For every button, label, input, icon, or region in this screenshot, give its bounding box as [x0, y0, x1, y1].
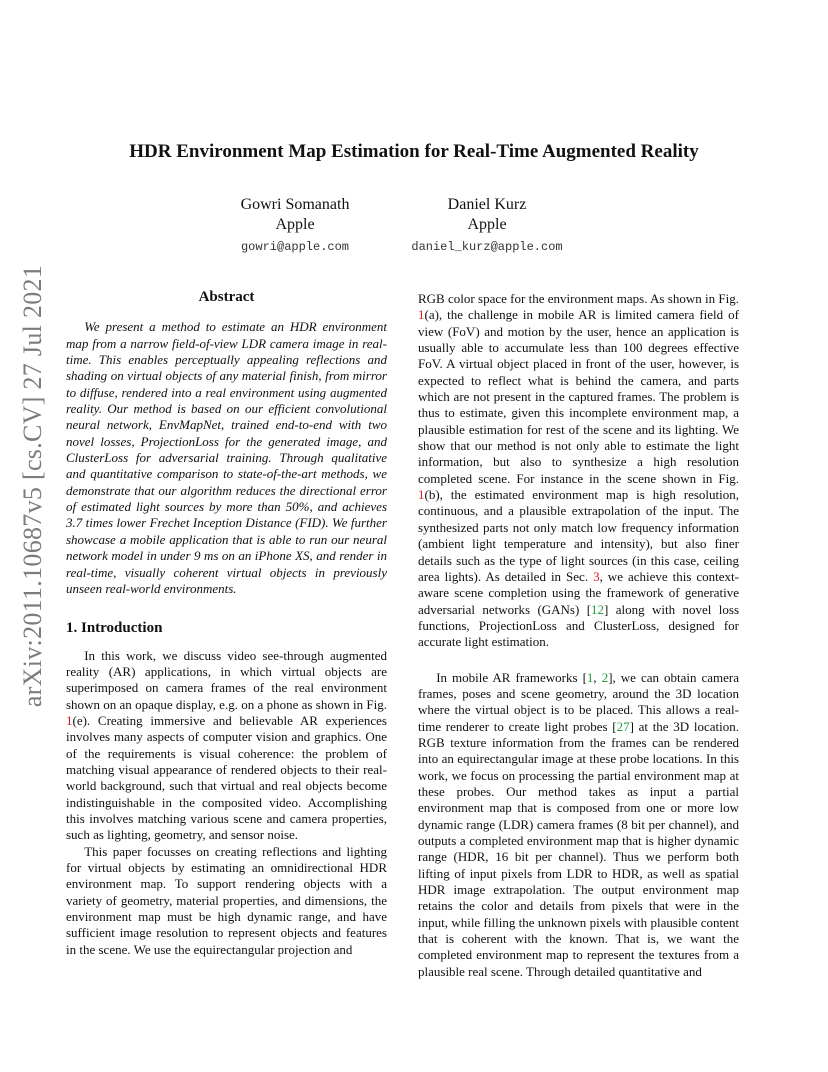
text-run: (e). Creating immersive and believable AR experiences involves many aspects of computer vision and graphics. One of the requirements is visual coherence: the problem of matching visual appearance of rendered objects to their real-world background, such that virtual and real objects become indistinguishable in the composited video. Accomplishing this involves matching various scene and camera properties, such as lighting, geometry, and sensor noise.	[66, 712, 387, 843]
author-block	[367, 195, 607, 254]
arxiv-identifier	[18, 264, 48, 708]
author-name: Daniel Kurz	[447, 196, 527, 213]
text-run: In mobile AR frameworks [	[436, 669, 587, 685]
section-heading-introduction: 1. Introduction	[66, 620, 163, 637]
intro-paragraph-2: This paper focusses on creating reflections and lighting for virtual objects by estimating an omnidirectional HDR environment map. To support rendering objects with a variety of geometry, material properties, and dimensions, the environment map must be high dynamic range, and have sufficient image resolution to represent objects and features in the scene. We use the equirectangular projection and	[66, 843, 387, 957]
intro-paragraph-3	[418, 291, 739, 651]
left-column	[66, 289, 387, 958]
right-column	[418, 291, 739, 980]
author-affiliation: Apple	[467, 216, 507, 233]
text-run: ,	[593, 669, 602, 685]
abstract-heading: Abstract	[198, 289, 255, 305]
text-run: In this work, we discuss video see-through augmented reality (AR) applications, in which virtual objects are superimposed on camera frames of the real environment shown on an opaque display, e.g. on a phone as shown in Fig.	[66, 647, 387, 712]
text-run: (b), the estimated environment map is high resolution, continuous, and a plausible extrapolation of the input. The synthesized parts not only match low frequency information (ambient light temperature and intensity), but also finer details such as the type of light sources (in this case, ceiling area lights). As detailed in Sec.	[418, 487, 739, 584]
paper-title: HDR Environment Map Estimation for Real-Time Augmented Reality	[129, 141, 699, 162]
text-run: ], we can obtain camera frames, poses and scene geometry, around the 3D location where the virtual object is to be placed. This allows a real-time renderer to create light probes [	[418, 669, 740, 734]
text-run: ] along with novel loss functions, ProjectionLoss and ClusterLoss, designed for accurate light estimation.	[418, 601, 740, 650]
arxiv-identifier-text: arXiv:2011.10687v5 [cs.CV] 27 Jul 2021	[18, 264, 48, 708]
text-run: RGB color space for the environment maps. As shown in Fig.	[418, 291, 739, 306]
author-email: gowri@apple.com	[240, 240, 350, 254]
abstract-text: We present a method to estimate an HDR environment map from a narrow field-of-view LDR camera image in real-time. This enables perceptually appealing reflections and shading on virtual objects of any material finish, from mirror to diffuse, rendered into a real environment using augmented reality. Our method is based on our efficient convolutional neural network, EnvMapNet, trained end-to-end with two novel losses, ProjectionLoss for the generated image, and ClusterLoss for adversarial training. Through qualitative and quantitative comparison to state-of-the-art methods, we demonstrate that our algorithm reduces the directional error of estimated light sources by more than 50%, and achieves 3.7 times lower Frechet Inception Distance (FID). We further showcase a mobile application that is able to run our neural network model in under 9 ms on an iPhone XS, and render in real-time, visually coherent virtual objects in previously unseen real-world environments.	[66, 319, 387, 596]
citation-link[interactable]: 2	[601, 669, 609, 685]
text-run: ] at the 3D location. RGB texture information from the frames can be rendered into an equirectangular image at these probe locations. In this work, we focus on processing the partial environment map at these probes. Our method takes as input a partial environment map that is composed from one or more low dynamic range (LDR) camera frames (8 bit per channel), and outputs a completed environment map that is higher dynamic range (HDR, 16 bit per channel). Thus we perform both lifting of input pixels from LDR to HDR, as well as spatial HDR image extrapolation. The output environment map retains the color and details from pixels that were in the input, while filling the unknown pixels with plausible content that is coherent with the known. That is, we want the completed environment map to represent the textures from a plausible real scene. Through detailed quantitative and	[418, 718, 739, 979]
author-affiliation: Apple	[275, 216, 315, 233]
intro-paragraph-1	[66, 648, 387, 844]
citation-link[interactable]: 1	[586, 669, 594, 685]
text-run: , we achieve this context-aware scene completion using the framework of generative adversarial networks (GANs) [	[418, 568, 739, 617]
author-email: daniel_kurz@apple.com	[411, 240, 563, 254]
figure-reference-link[interactable]: 1	[66, 712, 73, 728]
figure-reference-link[interactable]: 1	[418, 487, 425, 503]
section-reference-link[interactable]: 3	[593, 568, 600, 584]
author-name: Gowri Somanath	[240, 196, 350, 213]
intro-paragraph-4	[418, 670, 739, 981]
citation-link[interactable]: 12	[591, 601, 605, 617]
text-run: (a), the challenge in mobile AR is limited camera field of view (FoV) and motion by the user, hence an application is usually able to accumulate less than 100 degrees effective FoV. A virtual object placed in front of the user, however, is expected to reflect what is behind the camera, and parts which are not present in the captured frames. The problem is thus to estimate, given this incomplete environment map, a plausible estimation for rest of the scene and its lighting. We show that our method is not only able to estimate the light information, but also to synthesize a high resolution completed scene. For instance in the scene shown in Fig.	[418, 307, 739, 486]
citation-link[interactable]: 27	[616, 718, 630, 734]
figure-reference-link[interactable]: 1	[418, 307, 425, 323]
